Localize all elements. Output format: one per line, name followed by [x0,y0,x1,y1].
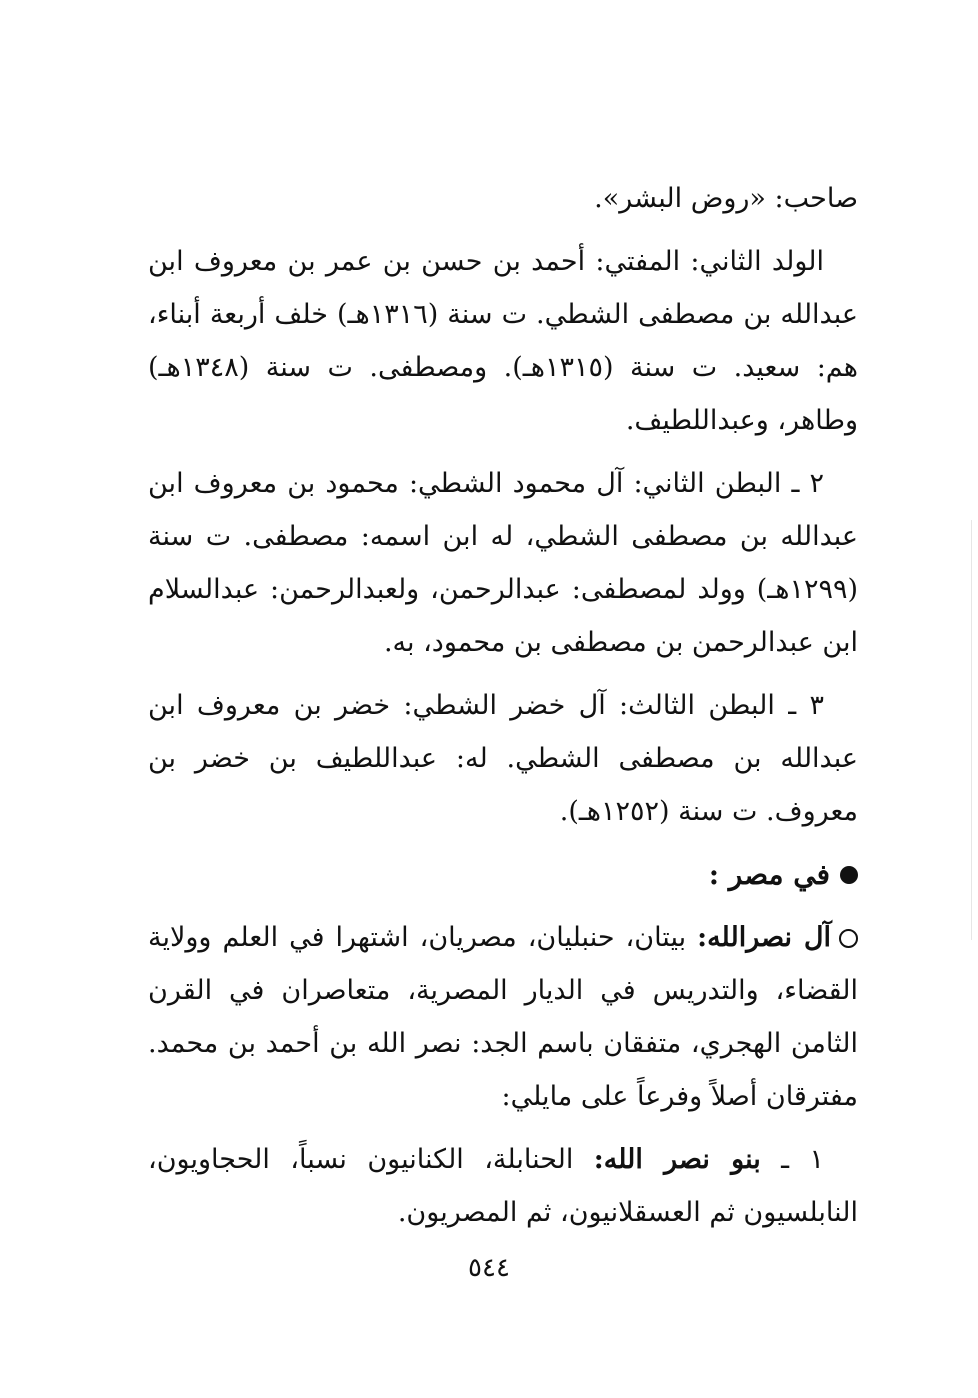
family-description: بيتان، حنبليان، مصريان، اشتهرا في العلم وولاية القضاء، والتدريس في الديار المصرية، متعاصران في القرن الثامن الهجري، متفقان باسم الجد: نصر الله بن أحمد بن محمد. مفترقان أصلاً وفرعاً على مايلي: [148,922,858,1112]
filled-bullet-icon [840,866,858,884]
paragraph-author-note: صاحب: «روض البشر». [594,183,858,214]
main-text [148,172,858,1249]
item-description: الحنابلة، الكنانيون نسباً، الحجاويون، النابلسيون ثم العسقلانيون، ثم المصريون. [148,1144,858,1228]
page-number: ٥٤٤ [468,1253,510,1283]
paragraph-nasrallah-family [148,911,858,1123]
item-name-lead: بنو نصر الله: [593,1144,761,1175]
item-number: ١ ـ [760,1144,824,1175]
family-name-lead: آل نصرالله: [697,922,831,953]
paragraph-second-son: الولد الثاني: المفتي: أحمد بن حسن بن عمر بن معروف ابن عبدالله بن مصطفى الشطي. ت سنة (١٣١٦هـ) خلف أربعة أبناء، هم: سعيد. ت سنة (١٣١٥هـ). ومصطفى. ت سنة (١٣٤٨هـ) وطاهر، وعبداللطيف. [148,246,858,436]
open-circle-bullet-icon [839,929,858,948]
scan-margin-line [971,520,972,940]
paragraph-third-branch: ٣ ـ البطن الثالث: آل خضر الشطي: خضر بن معروف ابن عبدالله بن مصطفى الشطي. له: عبداللطيف بن خضر بن معروف. ت سنة (١٢٥٢هـ). [148,690,858,827]
section-heading-egypt [148,848,858,901]
paragraph-banu-nasrallah [148,1133,858,1239]
section-heading-text: في مصر : [708,858,830,891]
paragraph-second-branch: ٢ ـ البطن الثاني: آل محمود الشطي: محمود بن معروف ابن عبدالله بن مصطفى الشطي، له ابن اسمه: مصطفى. ت سنة (١٢٩٩هـ) وولد لمصطفى: عبدالرحمن، ولعبدالرحمن: عبدالسلام ابن عبدالرحمن بن مصطفى بن محمود، به. [148,468,858,658]
